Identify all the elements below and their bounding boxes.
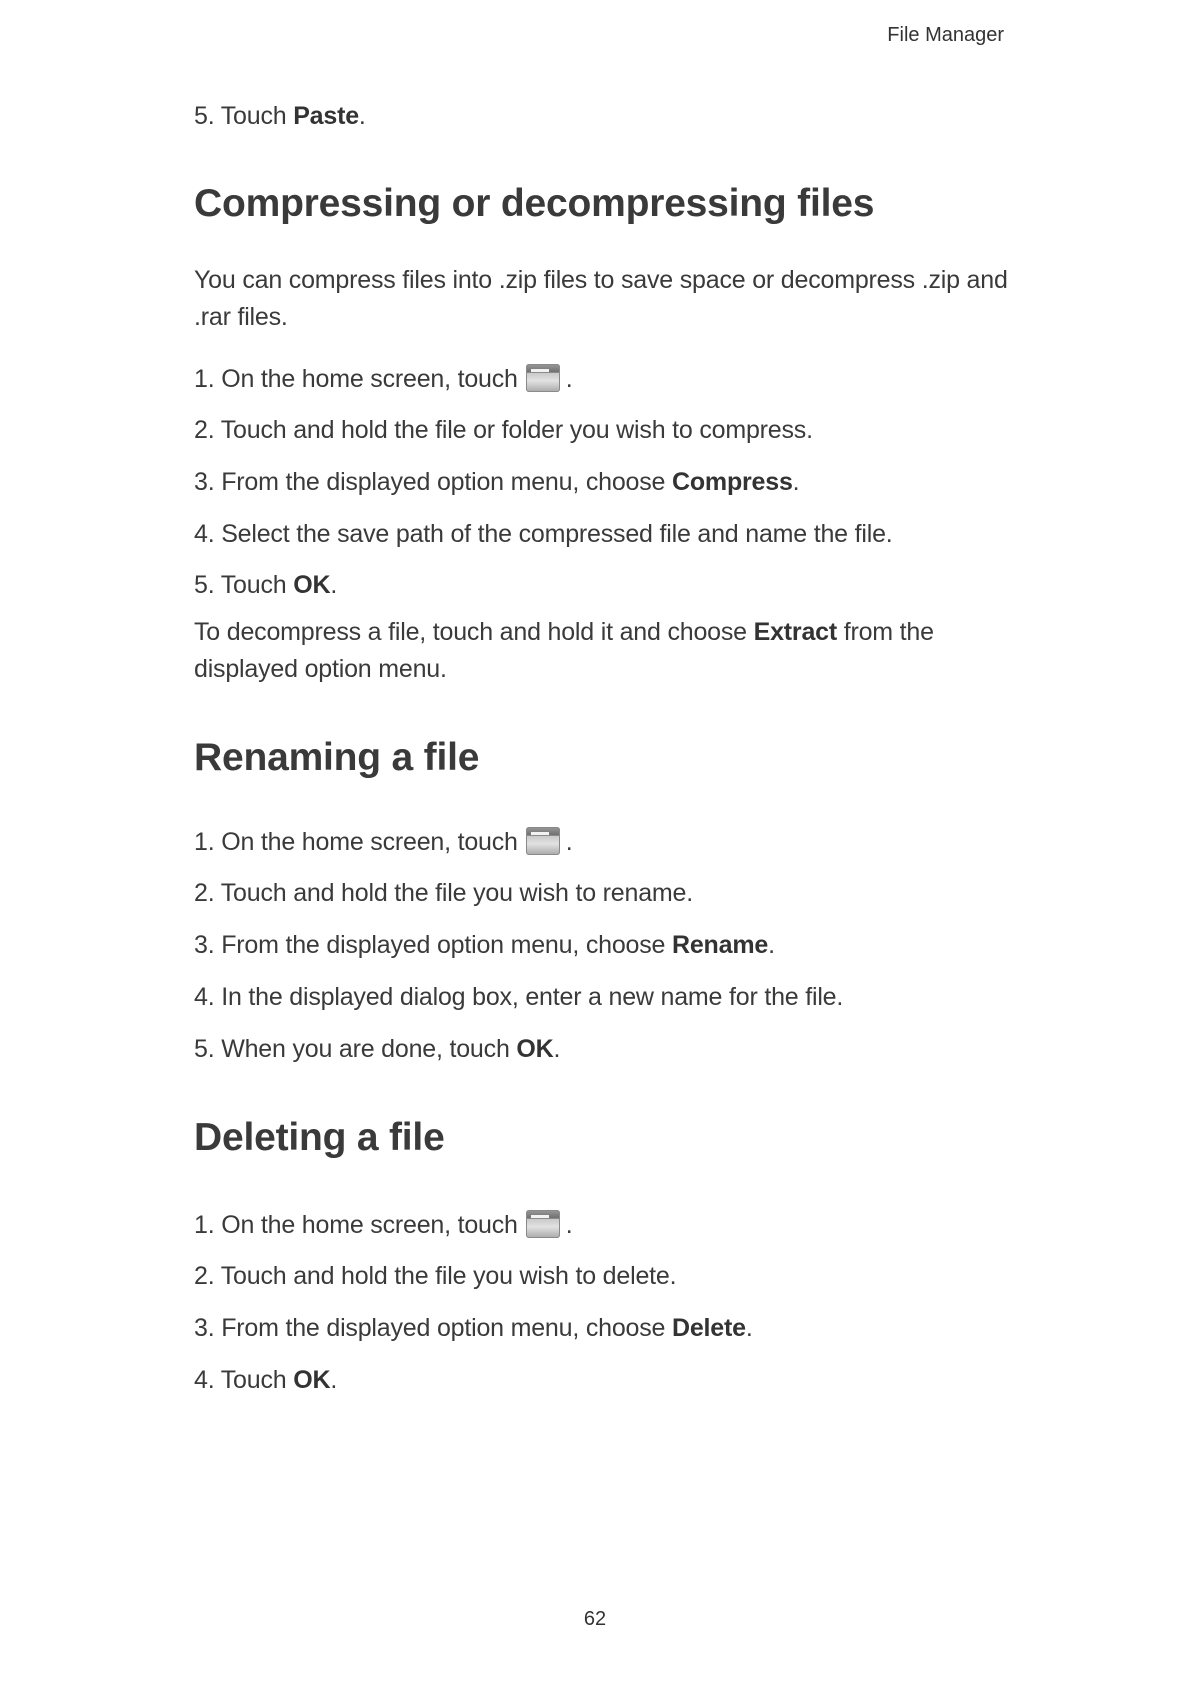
compress-step-2: 2. Touch and hold the file or folder you wish to compress. [194,416,813,444]
compress-intro: You can compress files into .zip files to save space or decompress .zip and .rar files. [194,266,1008,331]
delete-step-3: 3. From the displayed option menu, choose Delete. [194,1314,753,1342]
page-number: 62 [583,1608,607,1630]
file-manager-icon [526,1210,560,1238]
rename-step-4: 4. In the displayed dialog box, enter a new name for the file. [194,983,844,1011]
compress-step-1: 1. On the home screen, touch . [194,365,573,393]
file-manager-icon [526,364,560,392]
compress-heading: Compressing or decompressing files [194,182,875,225]
ok-label: OK [516,1035,554,1063]
compress-step-3: 3. From the displayed option menu, choose Compress. [194,468,800,496]
decompress-note: To decompress a file, touch and hold it and choose Extract from the displayed option menu. [194,618,934,683]
ok-label: OK [293,1366,331,1394]
delete-step-1: 1. On the home screen, touch . [194,1211,573,1239]
rename-step-2: 2. Touch and hold the file you wish to rename. [194,879,693,907]
delete-step-2: 2. Touch and hold the file you wish to delete. [194,1262,677,1290]
rename-label: Rename [672,931,769,959]
rename-step-3: 3. From the displayed option menu, choose Rename. [194,931,775,959]
compress-step-5: 5. Touch OK. [194,571,338,599]
delete-label: Delete [672,1314,746,1342]
file-manager-icon [526,827,560,855]
compress-step-4: 4. Select the save path of the compressed file and name the file. [194,520,893,548]
extract-label: Extract [753,618,837,646]
rename-step-1: 1. On the home screen, touch . [194,828,573,856]
compress-label: Compress [672,468,793,496]
paste-label: Paste [293,102,359,130]
paste-step: 5. Touch Paste. [194,102,366,130]
delete-heading: Deleting a file [194,1116,445,1159]
rename-step-5: 5. When you are done, touch OK. [194,1035,561,1063]
delete-step-4: 4. Touch OK. [194,1366,338,1394]
running-header: File Manager [887,24,1004,46]
rename-heading: Renaming a file [194,736,480,779]
ok-label: OK [293,571,331,599]
